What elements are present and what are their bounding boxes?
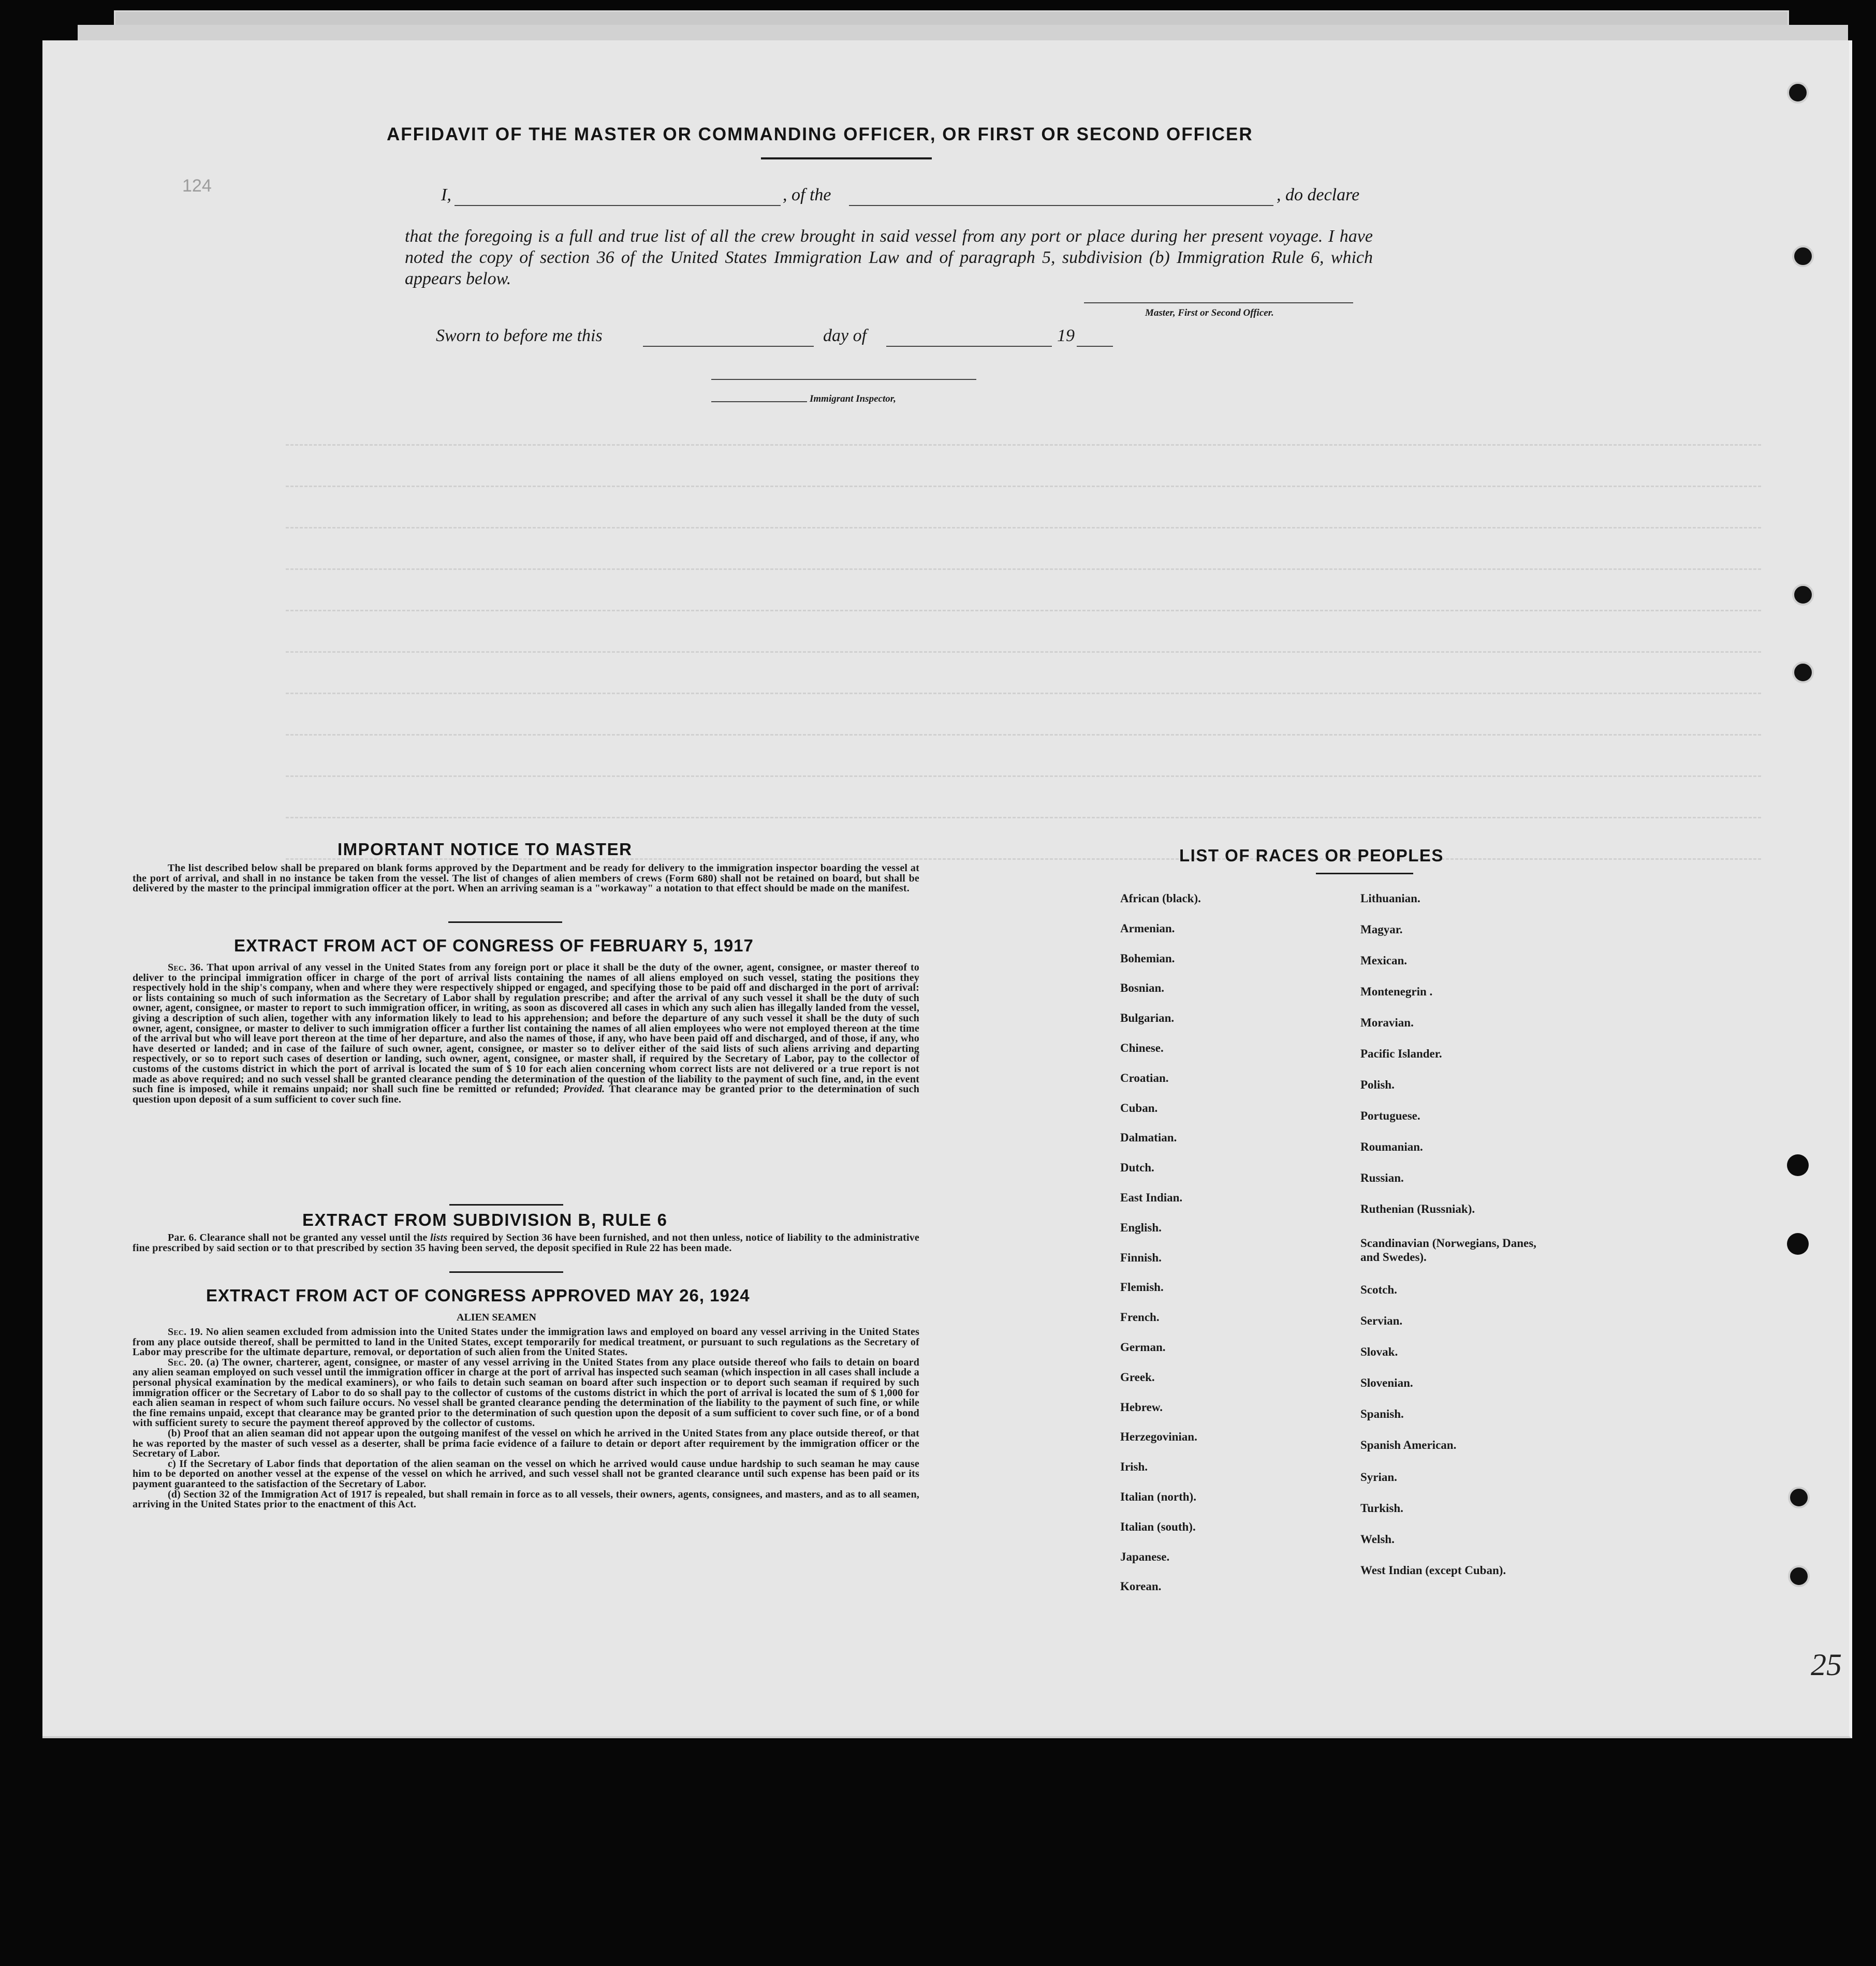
year-label: 19 — [1057, 326, 1075, 345]
races-title: LIST OF RACES OR PEOPLES — [1179, 846, 1444, 865]
race-item: Croatian. — [1120, 1071, 1169, 1084]
notice-text: The list described below shall be prepared on blank forms approved by the Department and be ready for delivery to the immigration inspector boarding the vessel at the port of arrival, and shall in no instance be taken from the vessel. The list of changes of alien members of crews (Form 680) shall not be retained on board, but shall be delivered by the master to the principal immigration officer at the port. When an arriving seaman is a "workaway" a notation to that effect should be made on the manifest. — [133, 862, 919, 894]
extract-1917-body — [133, 963, 919, 1105]
race-item: Polish. — [1360, 1078, 1395, 1091]
race-item: Slovenian. — [1360, 1376, 1413, 1389]
race-item: Bosnian. — [1120, 981, 1165, 995]
race-item: English. — [1120, 1221, 1162, 1234]
race-item: Ruthenian (Russniak). — [1360, 1202, 1475, 1215]
vessel-field[interactable] — [849, 205, 1273, 206]
race-item: Portuguese. — [1360, 1109, 1420, 1122]
race-item: Dutch. — [1120, 1161, 1154, 1175]
name-field[interactable] — [455, 205, 781, 206]
race-item: Roumanian. — [1360, 1140, 1423, 1153]
punch-hole — [1787, 1154, 1809, 1176]
race-item: Turkish. — [1360, 1502, 1403, 1515]
punch-hole — [1787, 1233, 1809, 1255]
inspector-underline — [711, 401, 807, 402]
master-signature-field[interactable] — [1084, 302, 1353, 303]
rule6-rule — [449, 1271, 563, 1273]
punch-hole — [1792, 584, 1814, 606]
rule6-text-b: required by Section 36 have been furnished, and not then unless, notice of liability to the administrative fine prescribed by said section or to that prescribed by section 35 having been served, the deposit specified in Rule 22 has been made. — [133, 1232, 919, 1254]
race-item: German. — [1120, 1341, 1166, 1354]
race-item: Syrian. — [1360, 1471, 1397, 1484]
sec-20b-text: (b) Proof that an alien seaman did not appear upon the outgoing manifest of the vessel on which he arrived in the United States from any place outside thereof, or that he was reported by the master of such vessel as a deserter, shall be prima facie evidence of a failure to detain or deport after requirement by the immigration officer or the Secretary of Labor. — [133, 1427, 919, 1460]
punch-hole — [1788, 1487, 1810, 1508]
of-the-label: , of the — [783, 185, 831, 204]
sec-20a-text: (a) The owner, charterer, agent, consignee, or master of any vessel arriving in the United States from any place outside thereof who fails to detain on board any alien seaman employed on such vessel until the immigration officer in charge at the port of arrival has inspected such seaman (which inspection in all cases shall include a personal physical examination by the medical examiners), or who fails to detain such seaman on board after such inspection or to deport such seaman if required by such immigration officer or the Secretary of Labor to do so shall pay to the collector of customs of the customs district in which the port of arrival is located the sum of $ 1,000 for each alien seaman in respect of whom such failure occurs. No vessel shall be granted clearance pending the determination of the liability to the payment of such fine, or while the fine remains unpaid, except that clearance may be granted prior to the determination of such question upon the deposit of a sum sufficient to cover such fine, or of a bond with sufficient surety to secure the payment thereof approved by the collector of customs. — [133, 1356, 920, 1429]
race-item: Scandinavian (Norwegians, Danes, and Swedes). — [1360, 1237, 1536, 1264]
extract-1924-title: EXTRACT FROM ACT OF CONGRESS APPROVED MAY 26, 1924 — [206, 1286, 750, 1305]
races-title-rule — [1316, 873, 1413, 874]
sec-36-label: Sec. 36. — [168, 962, 203, 973]
race-item: Spanish. — [1360, 1407, 1404, 1420]
alien-seamen-subtitle: ALIEN SEAMEN — [457, 1312, 536, 1323]
notice-body — [133, 863, 919, 894]
i-label: I, — [441, 185, 451, 204]
race-item: Finnish. — [1120, 1251, 1162, 1264]
punch-hole — [1788, 1565, 1810, 1587]
race-item: Montenegrin . — [1360, 985, 1433, 998]
extract-1917-title: EXTRACT FROM ACT OF CONGRESS OF FEBRUARY 5, 1917 — [234, 936, 754, 955]
lists-word: lists — [430, 1232, 448, 1243]
master-signature-label: Master, First or Second Officer. — [1145, 307, 1274, 318]
notice-title: IMPORTANT NOTICE TO MASTER — [338, 840, 633, 859]
race-item: French. — [1120, 1311, 1160, 1324]
sec-20c-text: c) If the Secretary of Labor finds that deportation of the alien seaman on the vessel on which he arrived would cause undue hardship to such seaman he may cause him to be deported on another vessel at the expense of the vessel on which he arrived, and such vessel shall not be granted clearance until such expense has been paid or its payment guaranteed to the satisfaction of the Secretary of Labor. — [133, 1458, 919, 1490]
race-item: East Indian. — [1120, 1191, 1183, 1204]
races-right-column — [1360, 891, 1557, 1647]
title-rule — [761, 157, 932, 159]
race-item: Bohemian. — [1120, 951, 1175, 965]
race-item: Magyar. — [1360, 923, 1403, 936]
race-item: Hebrew. — [1120, 1400, 1163, 1414]
inspector-signature-field[interactable] — [711, 379, 976, 380]
race-item: Herzegovinian. — [1120, 1430, 1197, 1444]
race-item: Pacific Islander. — [1360, 1047, 1442, 1060]
margin-note: 124 — [182, 176, 212, 196]
sworn-day-field[interactable] — [643, 346, 814, 347]
race-item: Armenian. — [1120, 921, 1175, 935]
margin-note: 25 — [1811, 1648, 1842, 1682]
sworn-year-field[interactable] — [1077, 346, 1113, 347]
race-item: Cuban. — [1120, 1101, 1158, 1114]
race-item: Bulgarian. — [1120, 1011, 1175, 1025]
inspector-label: Immigrant Inspector, — [810, 393, 896, 404]
declare-label: , do declare — [1277, 185, 1360, 204]
punch-hole — [1792, 662, 1814, 683]
race-item: Moravian. — [1360, 1016, 1414, 1029]
provided-label: Provided. — [563, 1083, 605, 1095]
race-item: Flemish. — [1120, 1281, 1164, 1294]
race-item: Irish. — [1120, 1460, 1148, 1474]
race-item: African (black). — [1120, 892, 1201, 905]
race-item: Spanish American. — [1360, 1439, 1457, 1451]
affidavit-body: that the foregoing is a full and true list of all the crew brought in said vessel from any port or place during her present voyage. I have noted the copy of section 36 of the United States Immigration Law and of paragraph 5, subdivision (b) Immigration Rule 6, which appears below. — [405, 227, 1373, 288]
race-item: Greek. — [1120, 1370, 1155, 1384]
rule6-body — [133, 1233, 919, 1253]
form-page — [42, 40, 1852, 1738]
race-item: Korean. — [1120, 1580, 1162, 1593]
extract-1917-rule — [449, 1204, 563, 1206]
extract-1924-body — [133, 1327, 919, 1510]
race-item: Slovak. — [1360, 1345, 1398, 1358]
race-item: Servian. — [1360, 1314, 1403, 1327]
sworn-month-field[interactable] — [886, 346, 1052, 347]
race-item: Russian. — [1360, 1171, 1404, 1184]
notice-rule — [448, 921, 562, 923]
day-of-label: day of — [823, 326, 867, 345]
rule6-text-a: Par. 6. Clearance shall not be granted any vessel until the — [168, 1232, 428, 1243]
race-item: Italian (north). — [1120, 1490, 1196, 1503]
sec-19-label: Sec. 19. — [168, 1326, 203, 1338]
sec-20d-text: (d) Section 32 of the Immigration Act of 1917 is repealed, but shall remain in force as to all vessels, their owners, agents, consignees, and masters, and as to all seamen, arriving in the United States prior to the enactment of this Act. — [133, 1488, 919, 1510]
sworn-label: Sworn to before me this — [436, 326, 603, 345]
affidavit-declaration-line — [399, 185, 1372, 208]
race-item: Italian (south). — [1120, 1520, 1196, 1533]
race-item: Chinese. — [1120, 1041, 1164, 1054]
sec-19-text: No alien seamen excluded from admission into the United States under the immigration laws and employed on board any vessel arriving in the United States from any place outside thereof, shall be permitted to land in the United States, except temporarily for medical treatment, or pursuant to such regulations as the Secretary of Labor may prescribe for the ultimate departure, removal, or deportation of such alien from the United States. — [133, 1326, 919, 1358]
race-item: Japanese. — [1120, 1550, 1170, 1563]
rule6-title: EXTRACT FROM SUBDIVISION B, RULE 6 — [302, 1210, 668, 1229]
race-item: Mexican. — [1360, 954, 1408, 967]
race-item: Welsh. — [1360, 1533, 1395, 1546]
sec-36-text: That upon arrival of any vessel in the United States from any foreign port or place it shall be the duty of the owner, agent, consignee, or master thereof to deliver to the principal immigration officer in charge of the port of arrival lists containing the names of all aliens employed on such vessel, stating the positions they respectively hold in the ship's company, when and where they were respectively shipped or engaged, and specifying those to be paid off and discharged in the port of arrival: or lists containing so much of such information as the Secretary of Labor shall by regulation prescribe; and after the arrival of any such vessel it shall be the duty of such owner, agent, consignee, or master to report to such immigration officer, in writing, as soon as discovered all cases in which any such alien has illegally landed from the vessel, giving a description of such alien, together with any information likely to lead to his apprehension; and before the departure of any such vessel it shall be the duty of such owner, agent, consignee, or master to deliver to such immigration officer a further list containing the names of all alien employees who were not employed thereon at the time of the arrival but who will leave port thereon at the time of her departure, and also the names of those, if any, who have been paid off and discharged, and of those, if any, who have deserted or landed; and in case of the failure of such owner, agent, consignee, or master so to deliver either of the said lists of such aliens arriving and departing respectively, or so to report such cases of desertion or landing, such owner, agent, consignee, or master shall, if required by the Secretary of Labor, pay to the collector of customs of the customs district in which the port of arrival is located the sum of $ 10 for each alien concerning whom correct lists are not delivered or a true report is not made as above required; and no such vessel shall be granted clearance pending the determination of the question of the liability to the payment of such fine, and, in the event such fine is imposed, while it remains unpaid; nor shall such fine be remitted or refunded; — [133, 962, 919, 1095]
sec-36-end: That clearance may be granted prior to the determination of such question upon deposit of a sum sufficient to cover such fine. — [133, 1083, 920, 1105]
race-item: West Indian (except Cuban). — [1360, 1564, 1506, 1577]
affidavit-title: AFFIDAVIT OF THE MASTER OR COMMANDING OFFICER, OR FIRST OR SECOND OFFICER — [387, 124, 1253, 144]
races-left-column — [1120, 891, 1338, 1647]
punch-hole — [1792, 245, 1814, 267]
race-item: Lithuanian. — [1360, 892, 1420, 905]
race-item: Scotch. — [1360, 1283, 1397, 1296]
punch-hole — [1787, 82, 1809, 104]
sec-20-label: Sec. 20. — [168, 1356, 203, 1368]
race-item: Dalmatian. — [1120, 1131, 1177, 1145]
